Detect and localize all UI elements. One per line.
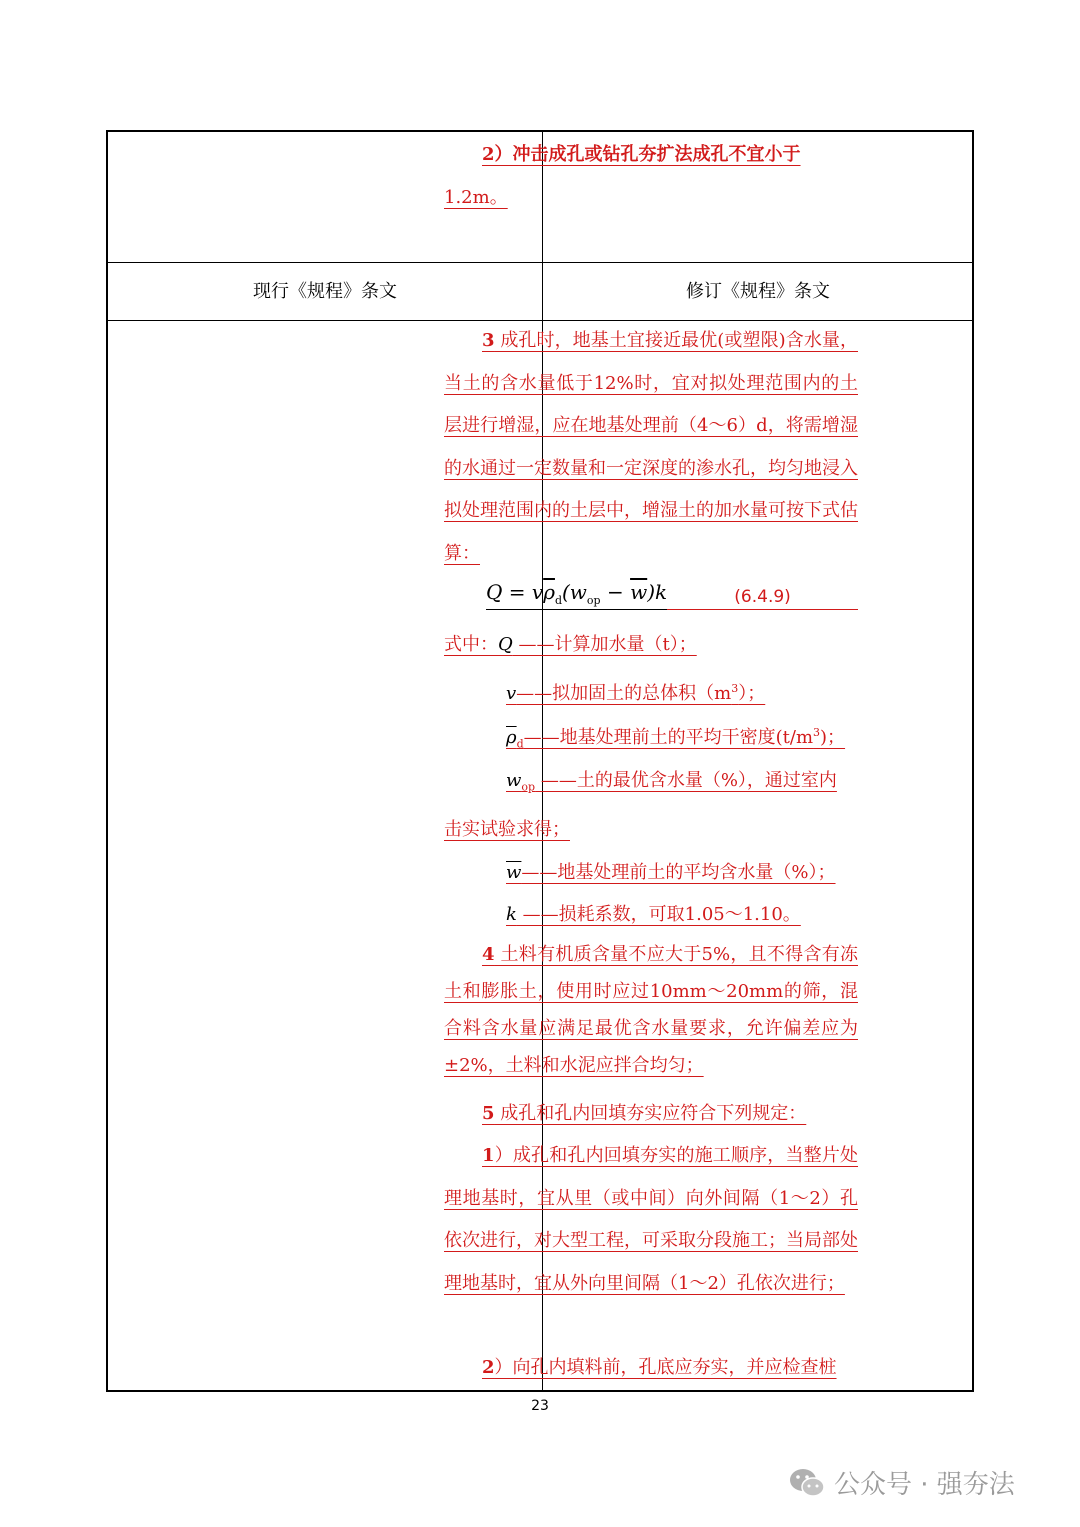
definition-rho: $\rho_d——$地基处理前土的平均干密度$(t/m^3)$； xyxy=(506,726,846,751)
item-5-1-number: 1 xyxy=(482,1145,495,1166)
top-cell-line1: 2）冲击成孔或钻孔夯扩法成孔不宜小于 xyxy=(482,144,801,165)
item-5-2-paragraph xyxy=(444,1347,858,1390)
item-5-1-text: ）成孔和孔内回填夯实的施工顺序，当整片处理地基时，宜从里（或中间）向外间隔（1～2）孔依次进行，对大型工程，可采取分段施工；当局部处理地基时，宜从外向里间隔（1～2）孔依次进行； xyxy=(444,1145,858,1294)
item-5-1-paragraph xyxy=(444,1135,858,1305)
formula-line xyxy=(444,580,858,610)
header-revised-code: 修订《规程》条文 xyxy=(686,281,830,302)
top-cell-text xyxy=(444,134,858,219)
item-5-text: 成孔和孔内回填夯实应符合下列规定： xyxy=(494,1103,807,1124)
item-3-paragraph xyxy=(444,320,858,576)
definition-k: k ——损耗系数，可取1.05～1.10。 xyxy=(506,904,801,925)
item-5-paragraph xyxy=(444,1093,858,1136)
item-3-text: 成孔时，地基土宜接近最优(或塑限)含水量，当土的含水量低于12%时，宜对拟处理范围内的土层进行增湿，应在地基处理前（4～6）d，将需增湿的水通过一定数量和一定深度的渗水孔，均匀地浸入拟处理范围内的土层中，增湿土的加水量可按下式估算： xyxy=(444,330,858,564)
watermark-text: 公众号 · 强夯法 xyxy=(834,1470,1015,1500)
item-4-text: 土料有机质含量不应大于5%，且不得含有冻土和膨胀土，使用时应过10mm～20mm的筛，混合料含水量应满足最优含水量要求，允许偏差应为±2%，土料和水泥应拌合均匀； xyxy=(444,944,858,1076)
item-3-number: 3 xyxy=(482,330,495,351)
item-5-number: 5 xyxy=(482,1103,495,1124)
definition-w: w——地基处理前土的平均含水量（%）； xyxy=(506,862,836,883)
wechat-icon xyxy=(788,1465,826,1501)
water-addition-formula: $Q = v\overline{\rho}_d(w_{op} - \overline{w})k$ xyxy=(486,580,667,610)
item-4-paragraph xyxy=(444,936,858,1084)
item-5-2-text: ）向孔内填料前，孔底应夯实，并应检查桩 xyxy=(494,1357,837,1378)
definition-wop: $w_{op}$ ——土的最优含水量（%），通过室内 击实试验求得； xyxy=(444,770,837,841)
item-5-2-number: 2 xyxy=(482,1357,495,1378)
formula-number: (6.4.9) xyxy=(667,587,858,610)
header-current-code: 现行《规程》条文 xyxy=(253,281,397,302)
definition-Q: 式中：Q ——计算加水量（t）； xyxy=(444,634,697,655)
watermark xyxy=(788,1464,1015,1501)
item-4-number: 4 xyxy=(482,944,495,965)
page-number: 23 xyxy=(531,1398,549,1414)
top-cell-line2: 1.2m。 xyxy=(444,186,508,208)
definition-v: v——拟加固土的总体积$(m^3)$； xyxy=(506,682,766,704)
